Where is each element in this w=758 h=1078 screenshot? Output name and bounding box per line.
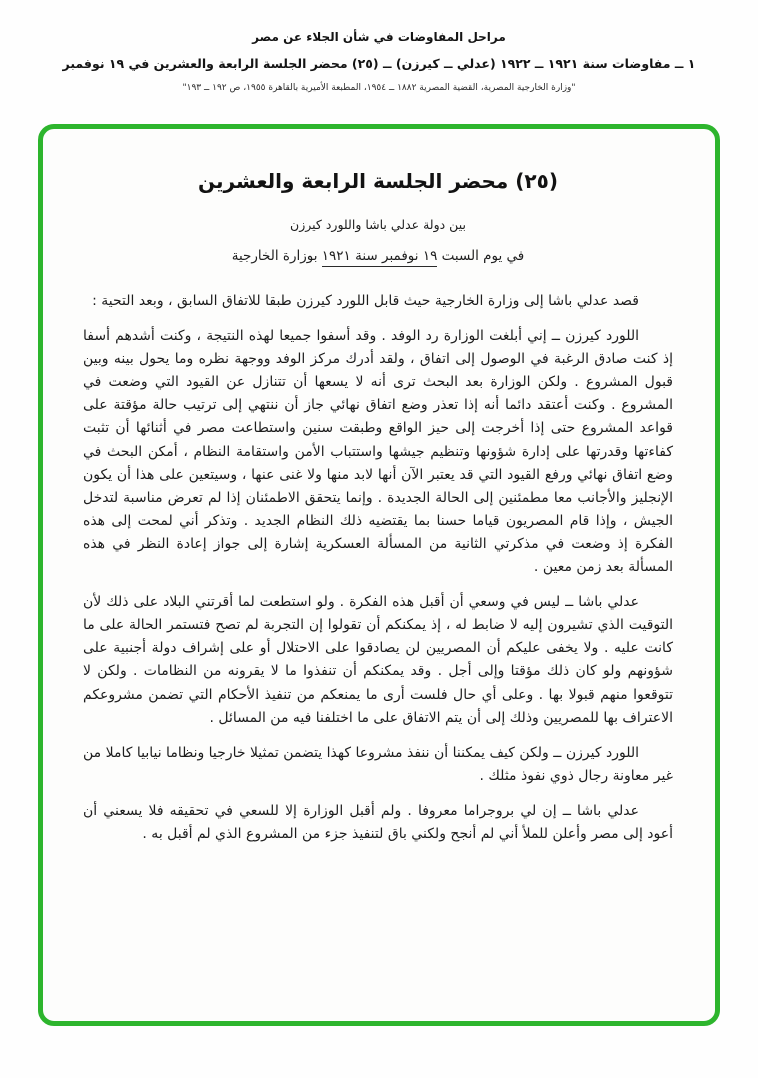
paragraph-introduction: قصد عدلي باشا إلى وزارة الخارجية حيث قابل اللورد كيرزن طبقا للاتفاق السابق ، وبعد التحية : <box>92 293 639 309</box>
header-series-title: مراحل المفاوضات في شأن الجلاء عن مصر <box>252 30 506 44</box>
document-body <box>83 169 673 846</box>
dateline-place: بوزارة الخارجية <box>231 248 322 264</box>
page-header <box>0 0 758 93</box>
paragraph-lord-curzon-1: اللورد كيرزن ــ إني أبلغت الوزارة رد الوفد . وقد أسفوا جميعا لهذه النتيجة ، وكنت أشدهم أسفا إذ كنت صادق الرغبة في الوصول إلى اتفاق ، ولقد أدرك مركز الوفد ووجهة نظره وما يحول بينه وبين قبول المشروع . ولكن الوزارة بعد البحث ترى أنه لا يسعها أن تتنازل عن القيود التي وضعت في المشروع . وكنت أعتقد دائما أنه إذا تعذر وضع اتفاق نهائي جاز أن ننتهي إلى ترتيب حالة مؤقتة على قواعد المشروع حتى إذا أخرجت إلى حيز الواقع وطبقت سنين واستطاعت مصر في أثنائها أن تثبت كفاءتها وقدرتها على إدارة شؤونها وتنظيم جيشها واستتباب الأمن واستقامة النظام ، أمكن البحث في وضع اتفاق نهائي ورفع القيود التي قد يعتبر الآن أنها لابد منها ولا غنى عنها ، وسيتعين على هذا أن يكون الإنجليز والأجانب معا مطمئنين إلى الحالة الجديدة . وإنما يتحقق الاطمئنان إذا لم تعرض مناسبة لتدخل الجيش ، وإذا قام المصريون قياما حسنا بما يقتضيه ذلك النظام الجديد . وتذكر أني لمحت إلى هذه الفكرة إذ وضعت في مذكرتي الثانية من المسألة العسكرية إشارة إلى جواز إعادة النظر في هذه المسألة بعد زمن معين . <box>83 328 673 576</box>
paragraph-lord-curzon-2: اللورد كيرزن ــ ولكن كيف يمكننا أن ننفذ مشروعا كهذا يتضمن تمثيلا خارجيا ونظاما نيابيا كاملا من غير معاونة رجال ذوي نفوذ مثلك . <box>82 744 673 784</box>
dateline-date: ١٩ نوفمبر سنة ١٩٢١ <box>322 248 438 267</box>
scanned-page-frame <box>38 124 720 1026</box>
document-title: (٢٥) محضر الجلسة الرابعة والعشرين <box>198 169 558 193</box>
document-dateline <box>83 248 673 264</box>
header-section-title: ١ ــ مفاوضات سنة ١٩٢١ ــ ١٩٢٢ (عدلي ــ كيرزن) ــ (٢٥) محضر الجلسة الرابعة والعشرين في ١٩ نوفمبر <box>62 56 696 71</box>
paragraph-adly-pasha-2: عدلي باشا ــ إن لي بروجراما معروفا . ولم أقبل الوزارة إلا للسعي في تحقيقه فلا يسعني أن أعود إلى مصر وأعلن للملأ أني لم أنجح ولكني باق لتنفيذ جزء من المشروع الذي لم أقبل به . <box>83 802 673 842</box>
paragraph-adly-pasha-1: عدلي باشا ــ ليس في وسعي أن أقبل هذه الفكرة . ولو استطعت لما أقرتني البلاد على ذلك لأن التوقيت الذي تشيرون إليه لا ضابط له ، إذ يمكنكم أن تقولوا إن التجربة لم تصح فتستمر الحالة على ما كانت عليه . ولا يخفى عليكم أن المصريين لن يصادقوا على الاحتلال أو على إشراف دولة أجنبية على شؤونهم ولو كان ذلك مؤقتا وإلى أجل . وقد يمكنكم أن تنفذوا ما لا يقرونه من النظامات . ولكن لا تتوقعوا منهم قبولا بها . وعلى أي حال فلست أرى ما يمنعكم من تنفيذ الأحكام التي تضمن مشروعكم الاعتراف بها للمصريين وذلك إلى أن يتم الاتفاق على ما اختلفنا فيه من المسائل . <box>83 594 673 726</box>
dateline-prefix: في يوم السبت <box>437 248 525 264</box>
document-subtitle: بين دولة عدلي باشا واللورد كيرزن <box>290 217 466 232</box>
header-source-citation: "وزارة الخارجية المصرية، القضية المصرية ١٨٨٢ ــ ١٩٥٤، المطبعة الأميرية بالقاهرة ١٩٥٥، ص ١٩٢ ــ ١٩٣" <box>182 83 576 93</box>
